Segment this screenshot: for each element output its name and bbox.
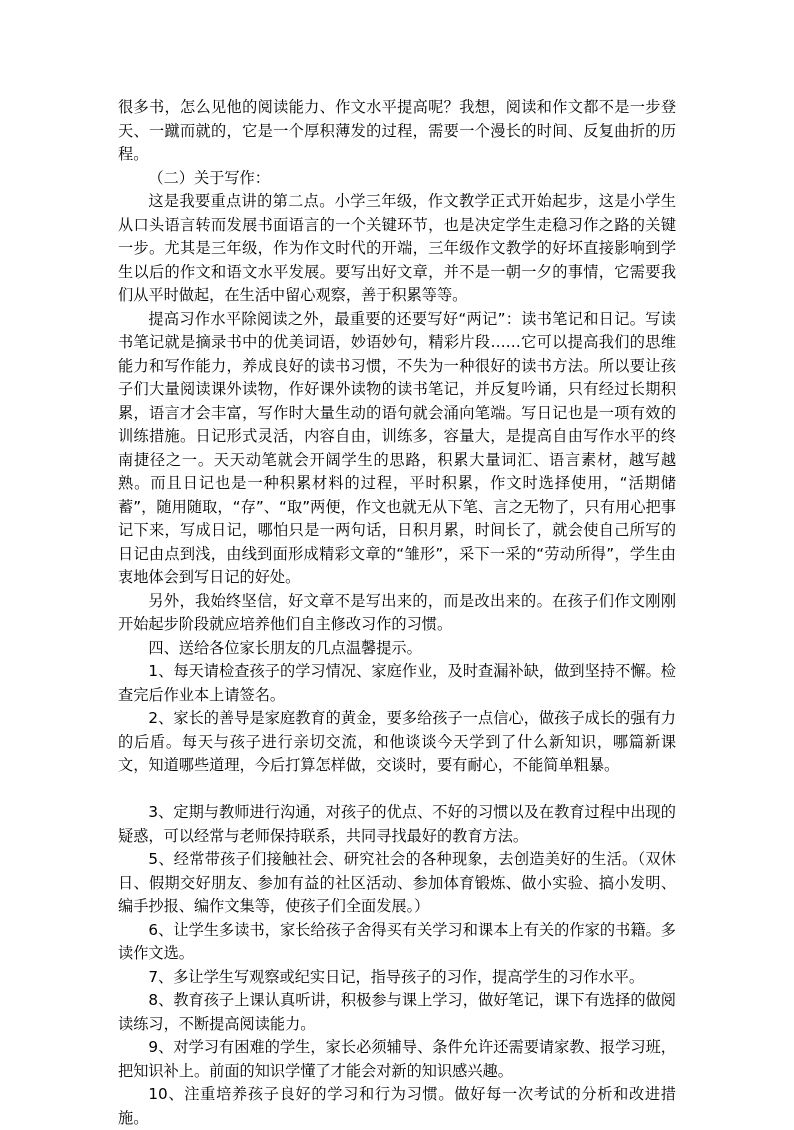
tip-7: 7、多让学生写观察或纪实日记，指导孩子的习作，提高学生的习作水平。 xyxy=(148,967,645,986)
tip-10: 10、注重培养孩子良好的学习和行为习惯。做好每一次考试的分析和改进措施。 xyxy=(118,1085,676,1127)
tip-8: 8、教育孩子上课认真听讲，积极参与课上学习，做好笔记，课下有选择的做阅读练习，不断提高阅读能力。 xyxy=(118,991,676,1033)
document-page xyxy=(118,96,676,1130)
tip-1: 1、每天请检查孩子的学习情况、家庭作业，及时查漏补缺，做到坚持不懈。检查完后作业本上请签名。 xyxy=(118,662,676,704)
section-heading-tips: 四、送给各位家长朋友的几点温馨提示。 xyxy=(148,638,422,657)
paragraph-writing-importance: 这是我要重点讲的第二点。小学三年级，作文教学正式开始起步，这是小学生从口头语言转而发展书面语言的一个关键环节，也是决定学生走稳习作之路的关键一步。尤其是三年级，作为作文时代的开端，三年级作文教学的好坏直接影响到学生以后的作文和语文水平发展。要写出好文章，并不是一朝一夕的事情，它需要我们从平时做起，在生活中留心观察，善于积累等等。 xyxy=(118,192,676,304)
paragraph-two-records: 提高习作水平除阅读之外，最重要的还要写好“两记”：读书笔记和日记。写读书笔记就是摘录书中的优美词语，妙语妙句，精彩片段……它可以提高我们的思维能力和写作能力，养成良好的读书习惯，不失为一种很好的读书方法。所以要让孩子们大量阅读课外读物，作好课外读物的读书笔记，并反复吟诵，只有经过长期积累，语言才会丰富，写作时大量生动的语句就会涌向笔端。写日记也是一项有效的训练措施。日记形式灵活，内容自由，训练多，容量大，是提高自由写作水平的终南捷径之一。天天动笔就会开阔学生的思路，积累大量词汇、语言素材，越写越熟。而且日记也是一种积累材料的过程，平时积累，作文时选择使用，“活期储蓄”，随用随取，“存”、“取”两便，作文也就无从下笔、言之无物了，只有用心把事记下来，写成日记，哪怕只是一两句话，日积月累，时间长了，就会使自己所写的日记由点到浅，由线到面形成精彩文章的“雏形”，采下一采的“劳动所得”，学生由衷地体会到写日记的好处。 xyxy=(118,309,676,586)
tip-6: 6、让学生多读书，家长给孩子舍得买有关学习和课本上有关的作家的书籍。多读作文选。 xyxy=(118,920,676,962)
blank-line xyxy=(118,778,676,802)
paragraph-revision: 另外，我始终坚信，好文章不是写出来的，而是改出来的。在孩子们作文刚刚开始起步阶段就应培养他们自主修改习作的习惯。 xyxy=(118,591,676,633)
section-heading-writing: （二）关于写作： xyxy=(148,168,270,187)
tip-3: 3、定期与教师进行沟通，对孩子的优点、不好的习惯以及在教育过程中出现的疑惑，可以经常与老师保持联系，共同寻找最好的教育方法。 xyxy=(118,803,676,845)
paragraph-reading-conclusion: 很多书，怎么见他的阅读能力、作文水平提高呢？我想，阅读和作文都不是一步登天、一蹴而就的，它是一个厚积薄发的过程，需要一个漫长的时间、反复曲折的历程。 xyxy=(118,98,676,163)
tip-5: 5、经常带孩子们接触社会、研究社会的各种现象，去创造美好的生活。（双休日、假期交好朋友、参加有益的社区活动、参加体育锻炼、做小实验、搞小发明、编手抄报、编作文集等，使孩子们全面发展。） xyxy=(118,850,676,915)
tip-9: 9、对学习有困难的学生，家长必须辅导、条件允许还需要请家教、报学习班，把知识补上。前面的知识学懂了才能会对新的知识感兴趣。 xyxy=(118,1038,676,1080)
tip-2: 2、家长的善导是家庭教育的黄金，要多给孩子一点信心，做孩子成长的强有力的后盾。每天与孩子进行亲切交流，和他谈谈今天学到了什么新知识，哪篇新课文，知道哪些道理，今后打算怎样做，交谈时，要有耐心，不能简单粗暴。 xyxy=(118,709,676,774)
